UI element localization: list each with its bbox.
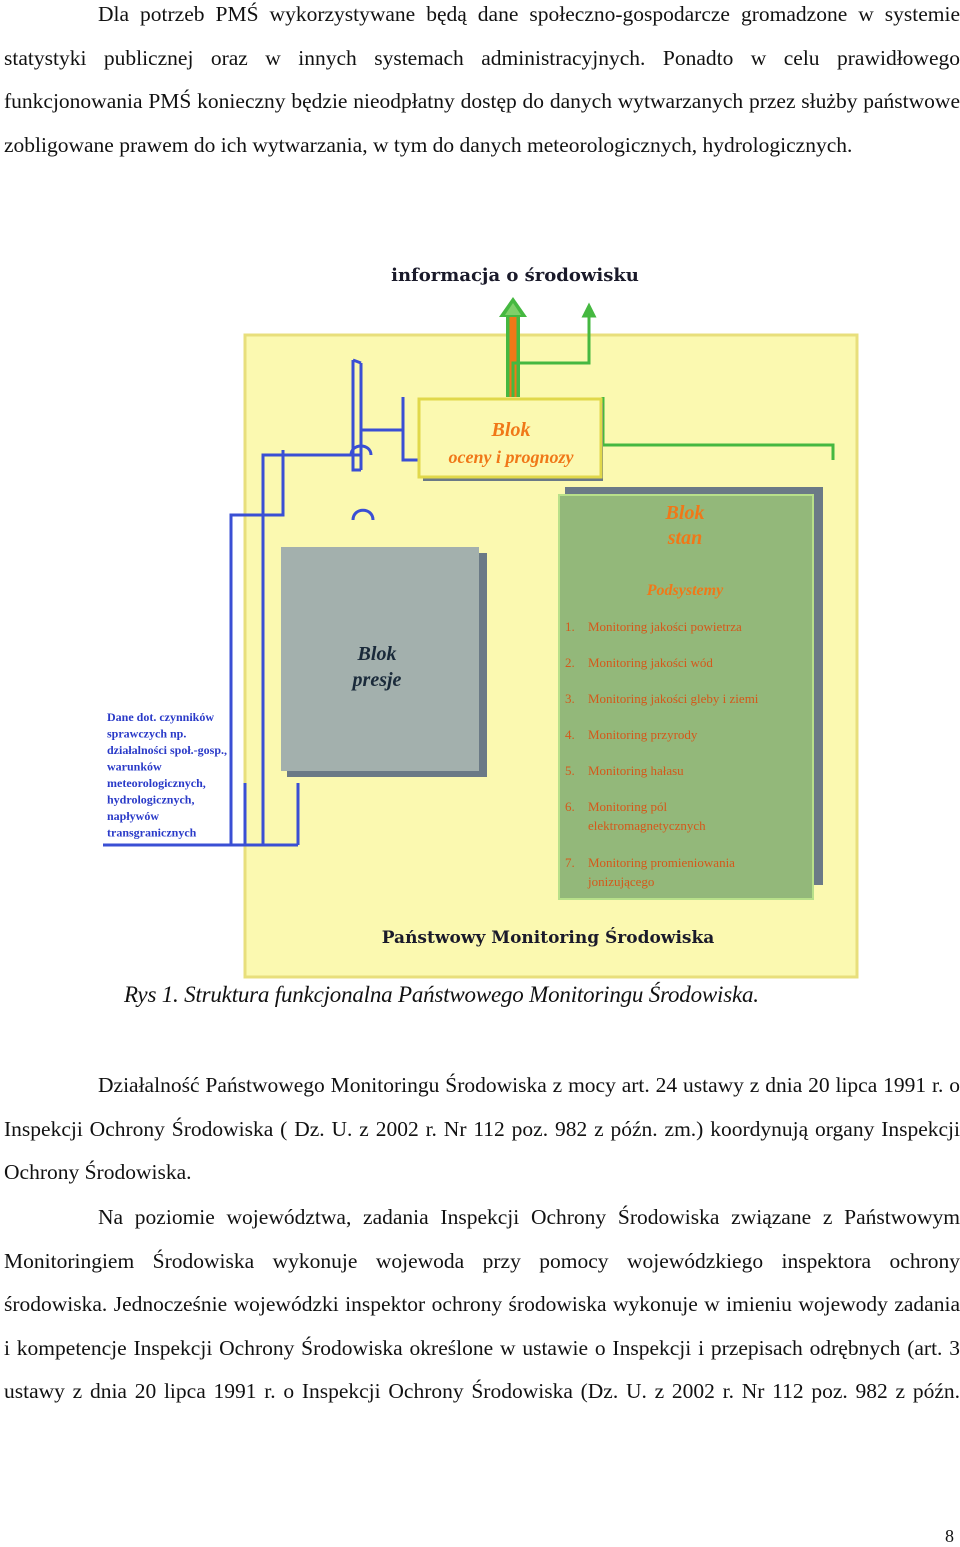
subsystem-label: Monitoring promieniowania — [588, 855, 735, 870]
subsystem-item — [565, 655, 713, 670]
side-note-line: hydrologicznych, — [107, 792, 195, 807]
subsystem-item — [565, 691, 759, 706]
subsystem-number: 7. — [565, 855, 575, 870]
side-note-line: warunków — [107, 759, 162, 774]
subsystem-label: Monitoring pól — [588, 799, 668, 814]
assessment-block-line1: Blok — [491, 419, 531, 441]
side-note-line: meteorologicznych, — [107, 776, 206, 790]
subsystem-label: jonizującego — [588, 874, 655, 889]
paragraph-voivodeship: Na poziomie województwa, zadania Inspekcji Ochrony Środowiska związane z Państwowym Monitoringiem Środowiska wykonuje wojewoda przy pomocy wojewódzkiego inspektora ochrony środowiska. Jednocześnie wojewódzki inspektor ochrony środowiska wykonuje w imieniu wojewody zadania i kompetencje Inspekcji Ochrony Środowiska określone w ustawie o Inspekcji i przepisach odrębnych (art. 3 ustawy z dnia 20 lipca 1991 r. o Inspekcji Ochrony Środowiska (Dz. U. z 2002 r. Nr 112 poz. 982 z późn. — [4, 1205, 960, 1403]
pms-label: Państwowy Monitoring Środowiska — [381, 928, 715, 948]
subsystem-number: 2. — [565, 655, 575, 670]
side-note-line: transgranicznych — [107, 825, 197, 840]
pms-structure-diagram — [103, 255, 860, 980]
subsystem-label: Monitoring jakości gleby i ziemi — [588, 691, 759, 706]
subsystem-number: 3. — [565, 691, 575, 706]
subsystem-label: Monitoring jakości powietrza — [588, 619, 742, 634]
assessment-block-line2: oceny i prognozy — [448, 447, 574, 467]
side-note-line: napływów — [107, 809, 160, 823]
pressure-block-line2: presje — [352, 669, 402, 691]
side-note-line: Dane dot. czynników — [107, 710, 215, 724]
pressure-block-line1: Blok — [357, 643, 397, 665]
state-block-line1: Blok — [665, 502, 705, 524]
subsystem-number: 4. — [565, 727, 575, 742]
figure-caption: Rys 1. Struktura funkcjonalna Państwowego Monitoringu Środowiska. — [124, 982, 759, 1007]
environment-info-label: informacja o środowisku — [391, 265, 639, 286]
subsystem-label: elektromagnetycznych — [588, 818, 706, 833]
side-note-line: działalności społ.-gosp., — [107, 743, 228, 757]
subsystem-item — [565, 619, 742, 634]
subsystem-label: Monitoring jakości wód — [588, 655, 713, 670]
subsystems-heading: Podsystemy — [646, 582, 724, 599]
subsystem-number: 1. — [565, 619, 575, 634]
paragraph-coordination: Działalność Państwowego Monitoringu Środowiska z mocy art. 24 ustawy z dnia 20 lipca 1991 r. o Inspekcji Ochrony Środowiska ( Dz. U. z 2002 r. Nr 112 poz. 982 z późn. zm.) koordynują organy Inspekcji Ochrony Środowiska. — [4, 1073, 960, 1184]
external-data-note — [107, 710, 227, 840]
subsystem-label: Monitoring przyrody — [588, 727, 698, 742]
subsystem-number: 6. — [565, 799, 575, 814]
page-number: 8 — [945, 1526, 954, 1546]
subsystem-label: Monitoring hałasu — [588, 763, 684, 778]
state-block-line2: stan — [667, 527, 703, 549]
subsystem-number: 5. — [565, 763, 575, 778]
side-note-line: sprawczych np. — [107, 726, 187, 741]
paragraph-intro: Dla potrzeb PMŚ wykorzystywane będą dane społeczno-gospodarcze gromadzone w systemie statystyki publicznej oraz w innych systemach administracyjnych. Ponadto w celu prawidłowego funkcjonowania PMŚ konieczny będzie nieodpłatny dostęp do danych wytwarzanych przez służby państwowe zobligowane prawem do ich wytwarzania, w tym do danych meteorologicznych, hydrologicznych. — [4, 2, 960, 157]
